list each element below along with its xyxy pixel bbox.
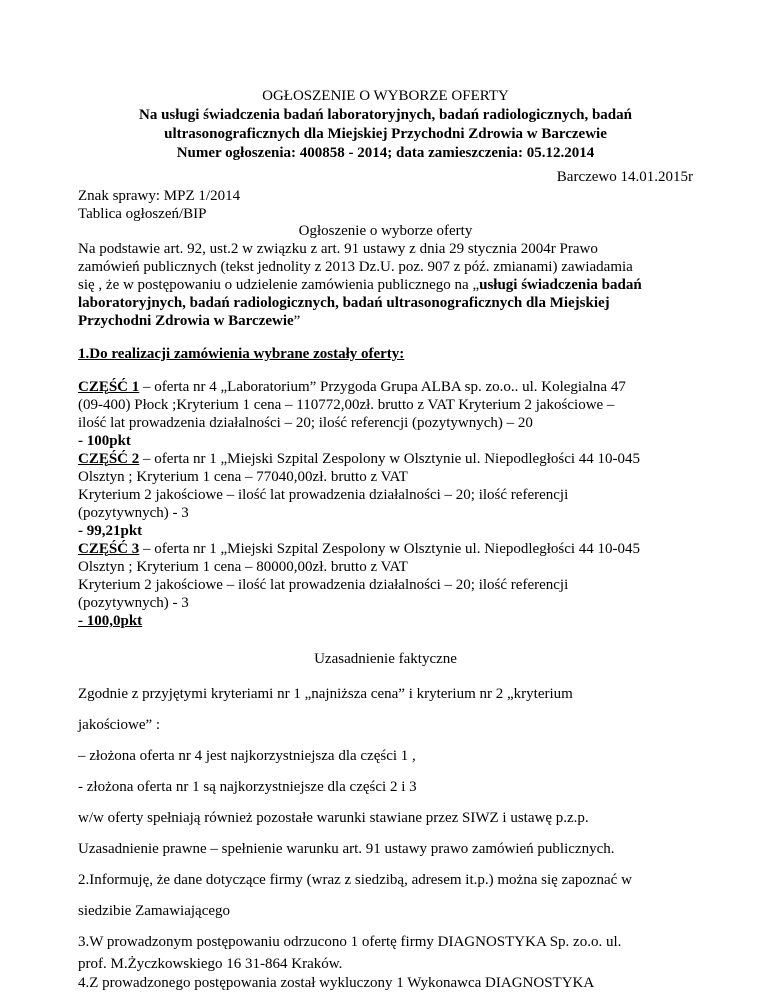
intro-line-1: Na podstawie art. 92, ust.2 w związku z art. 91 ustawy z dnia 29 stycznia 2004r Prawo xyxy=(78,241,598,257)
part-3-line-4: (pozytywnych) - 3 xyxy=(78,595,189,611)
legal-basis: Uzasadnienie prawne – spełnienie warunku art. 91 ustawy prawo zamówień publicznych. xyxy=(78,841,615,857)
part-1-line-1 xyxy=(78,378,626,397)
justification-line-2: jakościowe” : xyxy=(78,717,161,733)
part-3-score: - 100,0pkt xyxy=(78,613,143,629)
part-2-score: - 99,21pkt xyxy=(78,523,143,539)
intro-line-4: laboratoryjnych, badań radiologicznych, badań ultrasonograficznych dla Miejskiej xyxy=(78,295,610,311)
point-3-line-1: 3.W prowadzonym postępowaniu odrzucono 1 ofertę firmy DIAGNOSTYKA Sp. zo.o. ul. xyxy=(78,934,622,950)
place-date: Barczewo 14.01.2015r xyxy=(556,169,693,185)
part-2-line-1 xyxy=(78,450,640,469)
part-2-text: – oferta nr 1 „Miejski Szpital Zespolony w Olsztynie ul. Niepodległości 44 10-045 xyxy=(139,451,641,467)
part-2-label: CZĘŚĆ 2 xyxy=(78,451,140,467)
subtitle-line-3: Numer ogłoszenia: 400858 - 2014; data zamieszczenia: 05.12.2014 xyxy=(176,145,595,161)
part-1-text: – oferta nr 4 „Laboratorium” Przygoda Grupa ALBA sp. zo.o.. ul. Kolegialna 47 xyxy=(139,379,626,395)
part-3-line-1 xyxy=(78,540,640,559)
intro-line-2: zamówień publicznych (tekst jednolity z 2013 Dz.U. poz. 907 z póź. zmianami) zawiadamia xyxy=(78,259,633,275)
part-1-score: - 100pkt xyxy=(78,433,131,449)
part-3-text: – oferta nr 1 „Miejski Szpital Zespolony w Olsztynie ul. Niepodległości 44 10-045 xyxy=(139,541,641,557)
intro-line-5 xyxy=(78,312,300,331)
case-number: Znak sprawy: MPZ 1/2014 xyxy=(78,188,241,204)
subtitle-line-1: Na usługi świadczenia badań laboratoryjnych, badań radiologicznych, badań xyxy=(138,107,632,123)
part-2-line-2: Olsztyn ; Kryterium 1 cena – 77040,00zł. brutto z VAT xyxy=(78,469,408,485)
justification-line-3: – złożona oferta nr 4 jest najkorzystniejsza dla części 1 , xyxy=(78,748,416,764)
part-3-line-3: Kryterium 2 jakościowe – ilość lat prowadzenia działalności – 20; ilość referencji xyxy=(78,577,569,593)
point-1-title: 1.Do realizacji zamówienia wybrane zostały oferty: xyxy=(78,346,405,362)
justification-line-1: Zgodnie z przyjętymi kryteriami nr 1 „najniższa cena” i kryterium nr 2 „kryterium xyxy=(78,686,573,702)
point-3-line-2: prof. M.Życzkowskiego 16 31-864 Kraków. xyxy=(78,956,343,972)
point-4-line-1: 4.Z prowadzonego postępowania został wykluczony 1 Wykonawca DIAGNOSTYKA xyxy=(78,975,595,991)
subtitle-line-2: ultrasonograficznych dla Miejskiej Przychodni Zdrowia w Barczewie xyxy=(164,126,607,142)
intro-line-3-bold: usługi świadczenia badań xyxy=(479,277,642,293)
part-2-line-3: Kryterium 2 jakościowe – ilość lat prowadzenia działalności – 20; ilość referencji xyxy=(78,487,569,503)
part-1-label: CZĘŚĆ 1 xyxy=(78,379,140,395)
part-1-line-2: (09-400) Płock ;Kryterium 1 cena – 110772,00zł. brutto z VAT Kryterium 2 jakościowe – xyxy=(78,397,615,413)
justification-title: Uzasadnienie faktyczne xyxy=(314,651,457,667)
part-3-line-2: Olsztyn ; Kryterium 1 cena – 80000,00zł. brutto z VAT xyxy=(78,559,408,575)
part-3-label: CZĘŚĆ 3 xyxy=(78,541,140,557)
section-title: Ogłoszenie o wyborze oferty xyxy=(298,223,473,239)
point-2-line-1: 2.Informuję, że dane dotyczące firmy (wraz z siedzibą, adresem it.p.) można się zapoznać w xyxy=(78,872,632,888)
intro-line-3-text: się , że w postępowaniu o udzielenie zamówienia publicznego na „ xyxy=(78,277,480,293)
intro-line-5-quote: ” xyxy=(293,313,301,329)
point-2-line-2: siedzibie Zamawiającego xyxy=(78,903,231,919)
part-1-line-3: ilość lat prowadzenia działalności – 20; ilość referencji (pozytywnych) – 20 xyxy=(78,415,533,431)
document-title: OGŁOSZENIE O WYBORZE OFERTY xyxy=(262,88,509,104)
notice-board: Tablica ogłoszeń/BIP xyxy=(78,206,207,222)
justification-line-4: - złożona oferta nr 1 są najkorzystniejsze dla części 2 i 3 xyxy=(78,779,417,795)
intro-line-5-bold: Przychodni Zdrowia w Barczewie xyxy=(78,313,294,329)
intro-line-3 xyxy=(78,276,642,295)
part-2-line-4: (pozytywnych) - 3 xyxy=(78,505,189,521)
justification-line-5: w/w oferty spełniają również pozostałe warunki stawiane przez SIWZ i ustawę p.z.p. xyxy=(78,810,589,826)
